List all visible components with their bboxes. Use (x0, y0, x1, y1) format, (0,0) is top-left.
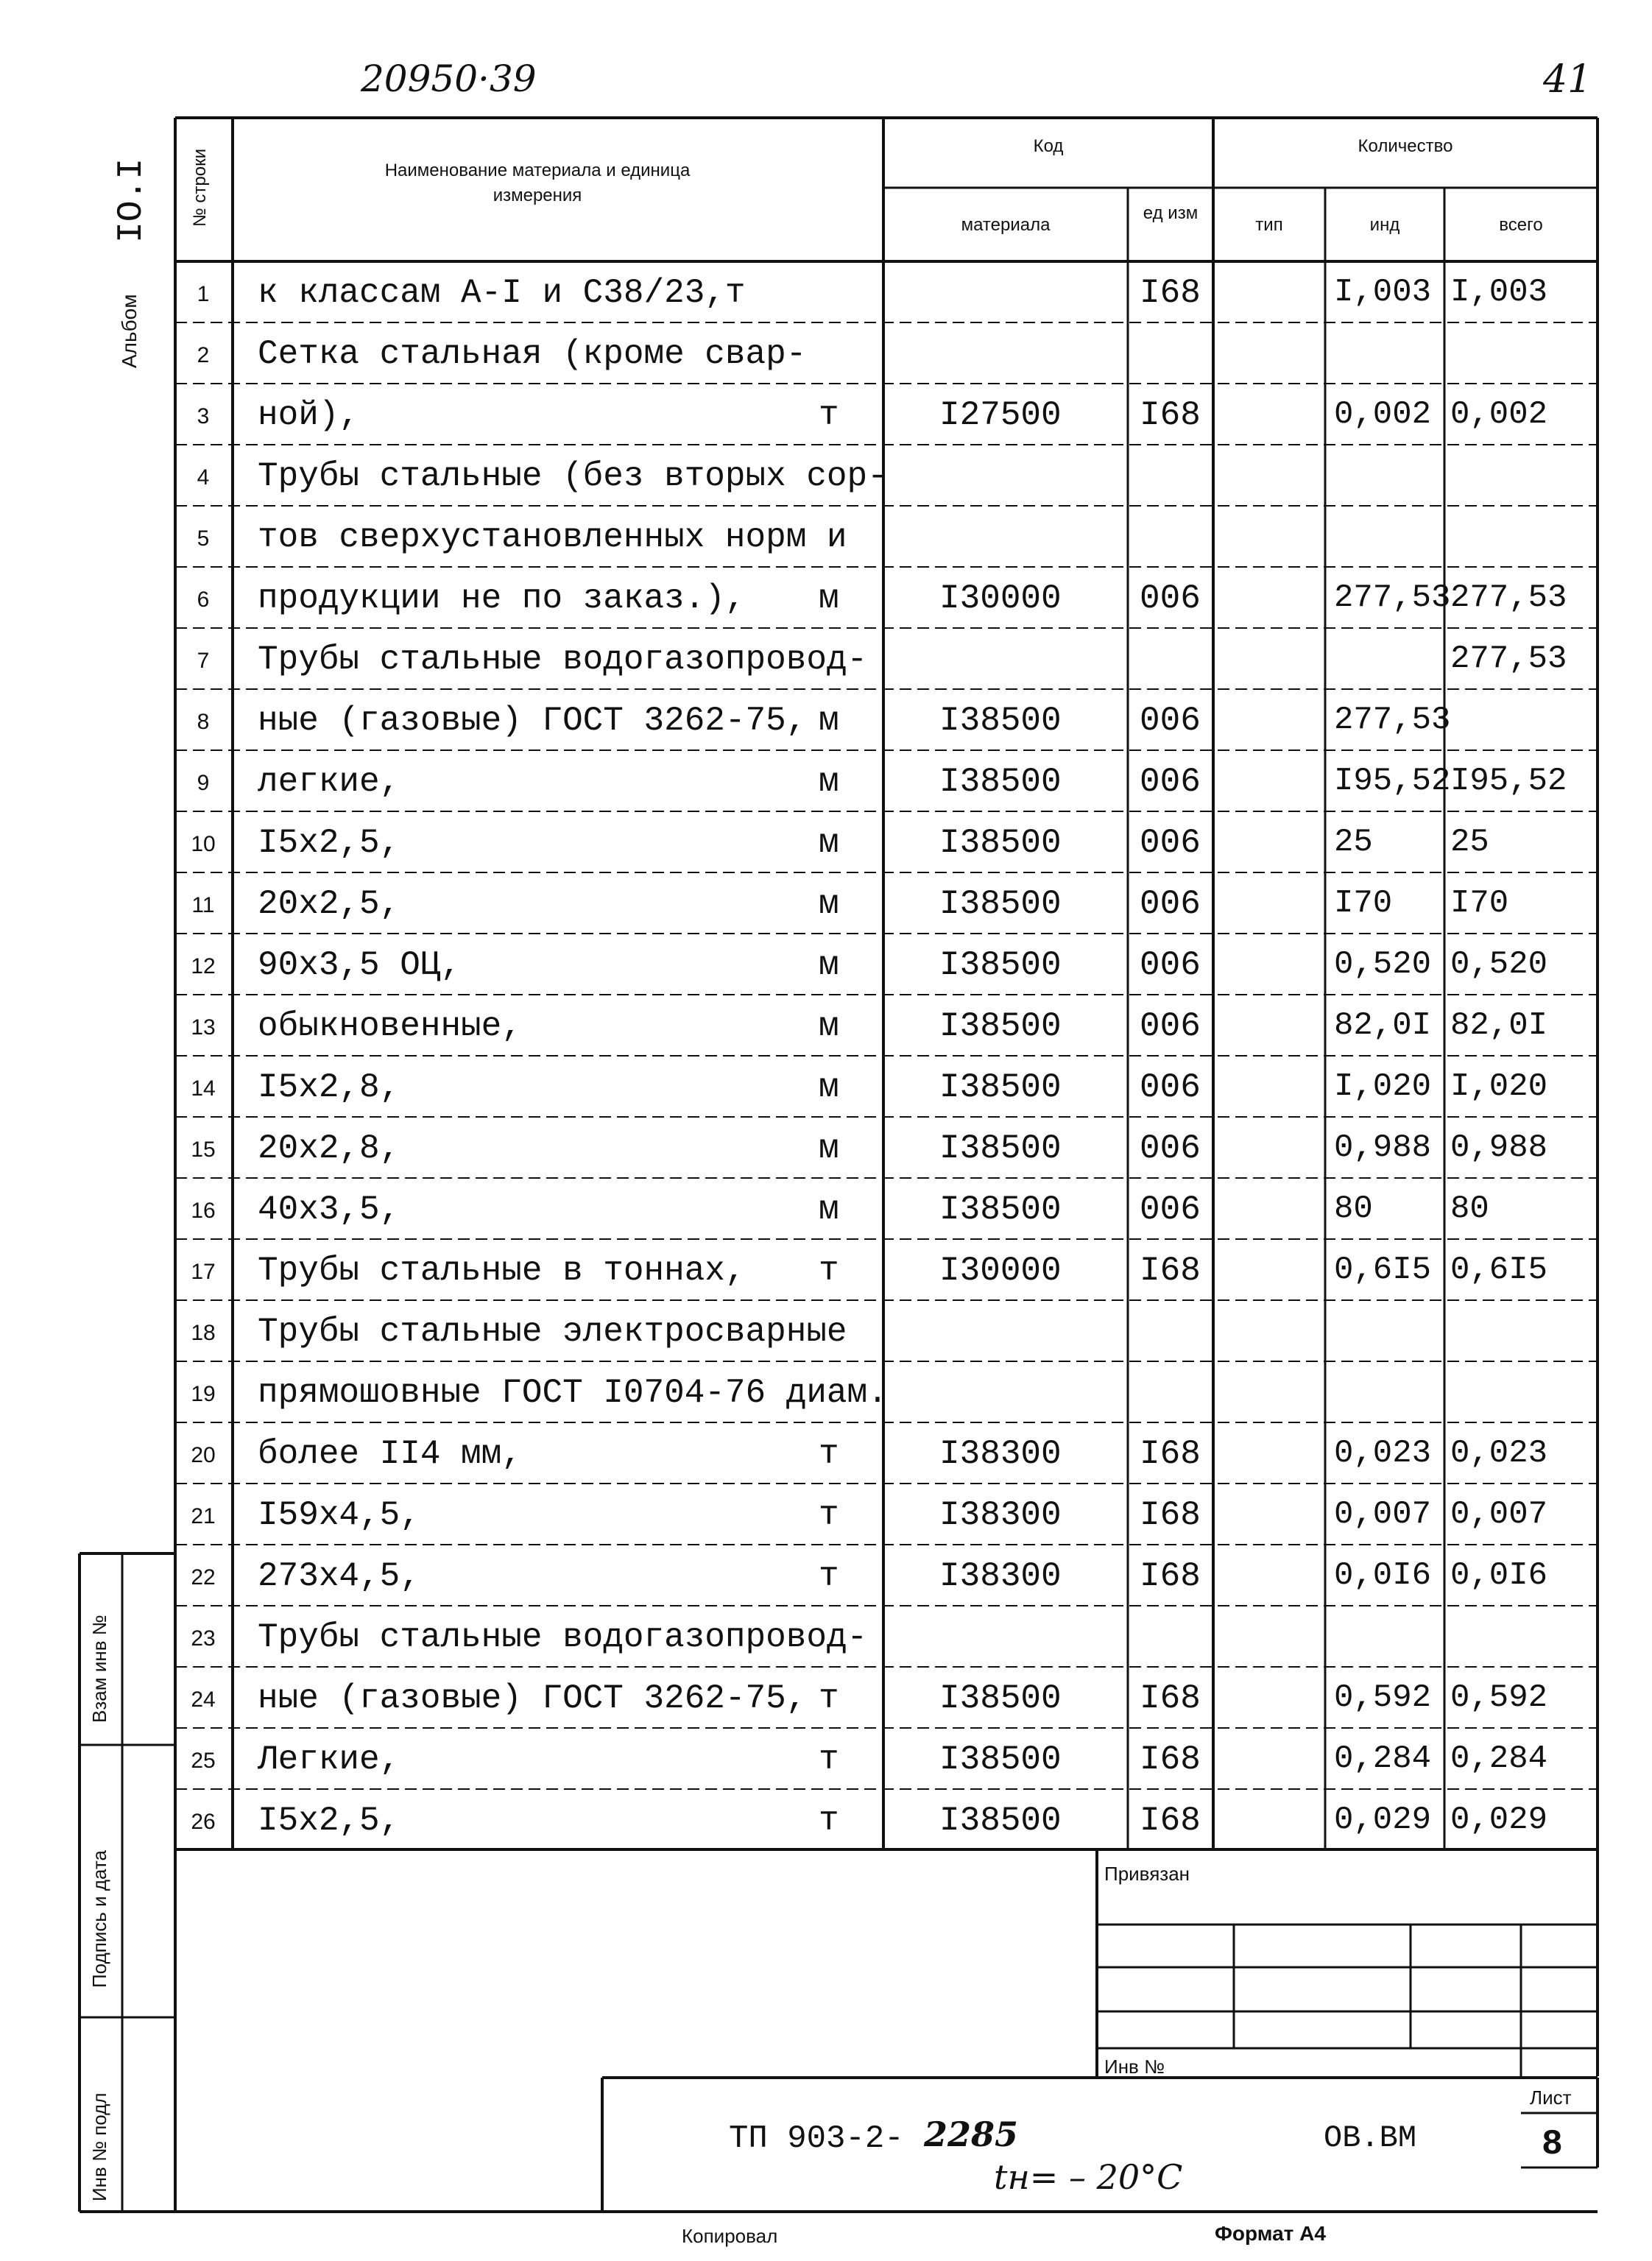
row-unit: т (819, 1496, 839, 1534)
sheet-code: ОВ.ВМ (1324, 2120, 1417, 2156)
row-material-code: I38500 (939, 702, 1062, 740)
row-number: 3 (197, 404, 210, 428)
row-qty-ind: 277,53 (1334, 579, 1451, 616)
row-qty-ind: 0,6I5 (1334, 1252, 1432, 1288)
row-qty-ind: 0,988 (1334, 1129, 1432, 1166)
row-qty-total: 0,988 (1450, 1129, 1548, 1166)
table-row (0, 811, 1652, 872)
row-material-code: I38500 (939, 1129, 1062, 1168)
row-number: 26 (191, 1810, 216, 1834)
header-code-material: материала (961, 215, 1051, 235)
row-unit-code: I68 (1140, 1496, 1201, 1534)
row-unit: м (819, 824, 839, 862)
table-row (0, 1422, 1652, 1484)
side-stamp-inv-podl: Инв № подл (88, 2092, 110, 2201)
row-qty-ind: 25 (1334, 824, 1373, 861)
row-unit: т (819, 1802, 839, 1840)
table-row (0, 628, 1652, 689)
row-qty-total: 0,029 (1450, 1802, 1548, 1838)
row-number: 21 (191, 1504, 216, 1528)
row-material-code: I38500 (939, 1191, 1062, 1229)
table-row (0, 750, 1652, 811)
row-qty-total: 25 (1450, 824, 1489, 861)
row-name: Трубы стальные в тоннах, (258, 1252, 746, 1290)
row-qty-ind: I,020 (1334, 1068, 1432, 1105)
row-unit-code: 006 (1140, 763, 1201, 801)
header-quantity: Количество (1358, 136, 1453, 156)
table-row (0, 1117, 1652, 1178)
row-unit-code: I68 (1140, 1557, 1201, 1595)
row-unit: т (819, 1252, 839, 1290)
table-row (0, 567, 1652, 628)
header-name: Наименование материала и единица измерения (384, 161, 691, 205)
row-qty-ind: 0,002 (1334, 396, 1432, 433)
row-name: I5x2,5, (258, 1802, 400, 1840)
side-stamp-vzam: Взам инв № (88, 1615, 110, 1723)
row-material-code: I38500 (939, 1740, 1062, 1779)
row-name: I5x2,8, (258, 1068, 400, 1107)
row-name: 20x2,8, (258, 1129, 400, 1168)
row-name: 20x2,5, (258, 885, 400, 923)
row-unit-code: 006 (1140, 1068, 1201, 1107)
temperature-note: tн= – 20°C (994, 2157, 1183, 2197)
row-name: к классам А-I и С38/23,т (258, 274, 746, 312)
row-material-code: I30000 (939, 579, 1062, 618)
row-qty-ind: 0,592 (1334, 1679, 1432, 1716)
header-code: Код (1033, 136, 1064, 156)
row-name: Легкие, (258, 1740, 400, 1779)
copied-label: Копировал (682, 2225, 778, 2247)
table-row (0, 1056, 1652, 1117)
row-qty-total: 0,592 (1450, 1679, 1548, 1716)
row-qty-ind: 0,0I6 (1334, 1557, 1432, 1594)
row-unit-code: 006 (1140, 824, 1201, 862)
table-row (0, 1545, 1652, 1606)
row-unit: м (819, 946, 839, 984)
row-qty-total: I,003 (1450, 274, 1548, 311)
table-row (0, 934, 1652, 995)
row-qty-total: 277,53 (1450, 579, 1567, 616)
row-unit-code: 006 (1140, 885, 1201, 923)
row-unit: м (819, 702, 839, 740)
row-name: ные (газовые) ГОСТ 3262-75, (258, 702, 807, 740)
row-qty-total: 80 (1450, 1191, 1489, 1227)
row-name: Трубы стальные водогазопровод- (258, 641, 868, 679)
table-row (0, 1606, 1652, 1667)
row-name: Сетка стальная (кроме свар- (258, 335, 807, 373)
header-row-number: № строки (190, 149, 210, 227)
row-qty-total: 0,6I5 (1450, 1252, 1548, 1288)
row-unit-code: 006 (1140, 702, 1201, 740)
row-name: I5x2,5, (258, 824, 400, 862)
row-number: 25 (191, 1749, 216, 1773)
row-material-code: I38300 (939, 1435, 1062, 1473)
row-unit-code: I68 (1140, 396, 1201, 434)
row-unit: м (819, 1191, 839, 1229)
row-number: 2 (197, 343, 210, 367)
row-number: 19 (191, 1382, 216, 1406)
row-qty-total: 0,0I6 (1450, 1557, 1548, 1594)
table-row (0, 1484, 1652, 1545)
designation-handwritten: 2285 (924, 2114, 1019, 2154)
row-material-code: I38500 (939, 1068, 1062, 1107)
row-qty-ind: 277,53 (1334, 702, 1451, 738)
row-material-code: I38300 (939, 1557, 1062, 1595)
row-qty-ind: I70 (1334, 885, 1393, 922)
row-unit: т (819, 1740, 839, 1779)
row-number: 18 (191, 1321, 216, 1345)
row-unit-code: 006 (1140, 1129, 1201, 1168)
row-qty-total: 0,023 (1450, 1435, 1548, 1472)
row-unit: т (819, 1435, 839, 1473)
row-unit: т (819, 1679, 839, 1718)
sheet-number: 8 (1542, 2125, 1563, 2165)
table-row (0, 1300, 1652, 1361)
table-row (0, 872, 1652, 934)
row-qty-ind: 0,284 (1334, 1740, 1432, 1777)
row-qty-total: 0,284 (1450, 1740, 1548, 1777)
table-row (0, 322, 1652, 384)
table-row (0, 689, 1652, 750)
row-qty-ind: 80 (1334, 1191, 1373, 1227)
row-unit-code: I68 (1140, 1252, 1201, 1290)
row-number: 20 (191, 1443, 216, 1467)
row-material-code: I38500 (939, 763, 1062, 801)
row-material-code: I38500 (939, 1007, 1062, 1045)
sheet-label: Лист (1530, 2087, 1572, 2109)
row-number: 16 (191, 1199, 216, 1223)
row-number: 15 (191, 1137, 216, 1162)
row-name: прямошовные ГОСТ I0704-76 диам. (258, 1374, 888, 1412)
row-name: более II4 мм, (258, 1435, 522, 1473)
row-qty-ind: I,003 (1334, 274, 1432, 311)
row-number: 10 (191, 832, 216, 856)
row-name: обыкновенные, (258, 1007, 522, 1045)
row-name: I59x4,5, (258, 1496, 420, 1534)
row-qty-ind: 0,023 (1334, 1435, 1432, 1472)
designation-prefix: ТП 903-2- (729, 2120, 904, 2157)
row-number: 5 (197, 526, 210, 551)
row-name: тов сверхустановленных норм и (258, 518, 847, 557)
row-name: ной), (258, 396, 360, 434)
row-qty-total: I,020 (1450, 1068, 1548, 1105)
side-stamp-podpis: Подпись и дата (88, 1849, 110, 1988)
header-code-unit: ед изм (1143, 203, 1199, 223)
row-qty-ind: 0,520 (1334, 946, 1432, 983)
row-name: Трубы стальные электросварные (258, 1313, 847, 1351)
row-qty-ind: 0,029 (1334, 1802, 1432, 1838)
table-row (0, 445, 1652, 506)
table-row (0, 1361, 1652, 1422)
document-number: 20950·39 (361, 57, 537, 100)
row-name: Трубы стальные (без вторых сор- (258, 457, 888, 495)
row-name: 273x4,5, (258, 1557, 420, 1595)
row-material-code: I27500 (939, 396, 1062, 434)
row-qty-total: I95,52 (1450, 763, 1567, 800)
row-material-code: I38500 (939, 1679, 1062, 1718)
row-unit-code: I68 (1140, 1679, 1201, 1718)
row-number: 4 (197, 465, 210, 490)
format-label: Формат А4 (1215, 2222, 1326, 2245)
row-number: 12 (191, 954, 216, 978)
row-name: 40x3,5, (258, 1191, 400, 1229)
row-name: ные (газовые) ГОСТ 3262-75, (258, 1679, 807, 1718)
table-row (0, 1239, 1652, 1300)
row-name: Трубы стальные водогазопровод- (258, 1618, 868, 1657)
row-material-code: I38500 (939, 824, 1062, 862)
row-number: 8 (197, 710, 210, 734)
privyazan-label: Привязан (1104, 1863, 1190, 1885)
row-unit-code: 006 (1140, 1007, 1201, 1045)
table-row (0, 384, 1652, 445)
row-unit: м (819, 1007, 839, 1045)
row-unit: м (819, 579, 839, 618)
table-row (0, 1667, 1652, 1728)
row-number: 24 (191, 1687, 216, 1712)
row-unit: м (819, 1068, 839, 1107)
row-qty-total: 82,0I (1450, 1007, 1548, 1044)
row-material-code: I38300 (939, 1496, 1062, 1534)
row-unit: м (819, 885, 839, 923)
row-number: 9 (197, 771, 210, 795)
row-material-code: I38500 (939, 1802, 1062, 1840)
row-qty-ind: 0,007 (1334, 1496, 1432, 1533)
table-row (0, 1728, 1652, 1789)
row-qty-total: 0,007 (1450, 1496, 1548, 1533)
table-row (0, 1178, 1652, 1239)
page-number: 41 (1543, 57, 1592, 102)
header-qty-ind: инд (1369, 215, 1400, 235)
album-number: IO.I (112, 158, 152, 243)
row-unit-code: 006 (1140, 579, 1201, 618)
row-qty-total: 0,002 (1450, 396, 1548, 433)
table-row (0, 261, 1652, 322)
row-material-code: I38500 (939, 885, 1062, 923)
row-unit-code: 006 (1140, 1191, 1201, 1229)
row-material-code: I30000 (939, 1252, 1062, 1290)
header-qty-total: всего (1499, 215, 1543, 235)
row-qty-ind: I95,52 (1334, 763, 1451, 800)
row-number: 14 (191, 1076, 216, 1101)
row-number: 1 (197, 282, 210, 306)
table-row (0, 506, 1652, 567)
row-number: 7 (197, 649, 210, 673)
row-unit: м (819, 763, 839, 801)
album-label: Альбом (118, 294, 141, 368)
row-qty-total: I70 (1450, 885, 1509, 922)
inv-no-label: Инв № (1104, 2056, 1165, 2078)
row-number: 13 (191, 1015, 216, 1040)
row-number: 6 (197, 588, 210, 612)
row-number: 11 (191, 893, 215, 917)
row-qty-total: 0,520 (1450, 946, 1548, 983)
row-number: 17 (191, 1260, 216, 1284)
row-unit-code: I68 (1140, 1802, 1201, 1840)
row-number: 22 (191, 1565, 216, 1590)
row-qty-total: 277,53 (1450, 641, 1567, 677)
row-name: 90x3,5 ОЦ, (258, 946, 462, 984)
row-material-code: I38500 (939, 946, 1062, 984)
row-unit: м (819, 1129, 839, 1168)
row-unit-code: I68 (1140, 274, 1201, 312)
row-unit: т (819, 396, 839, 434)
table-row (0, 1789, 1652, 1850)
row-unit-code: I68 (1140, 1740, 1201, 1779)
header-qty-type: тип (1255, 215, 1283, 235)
table-row (0, 995, 1652, 1056)
row-qty-ind: 82,0I (1334, 1007, 1432, 1044)
row-name: продукции не по заказ.), (258, 579, 746, 618)
row-unit-code: 006 (1140, 946, 1201, 984)
row-unit-code: I68 (1140, 1435, 1201, 1473)
row-number: 23 (191, 1626, 216, 1651)
row-name: легкие, (258, 763, 400, 801)
row-unit: т (819, 1557, 839, 1595)
